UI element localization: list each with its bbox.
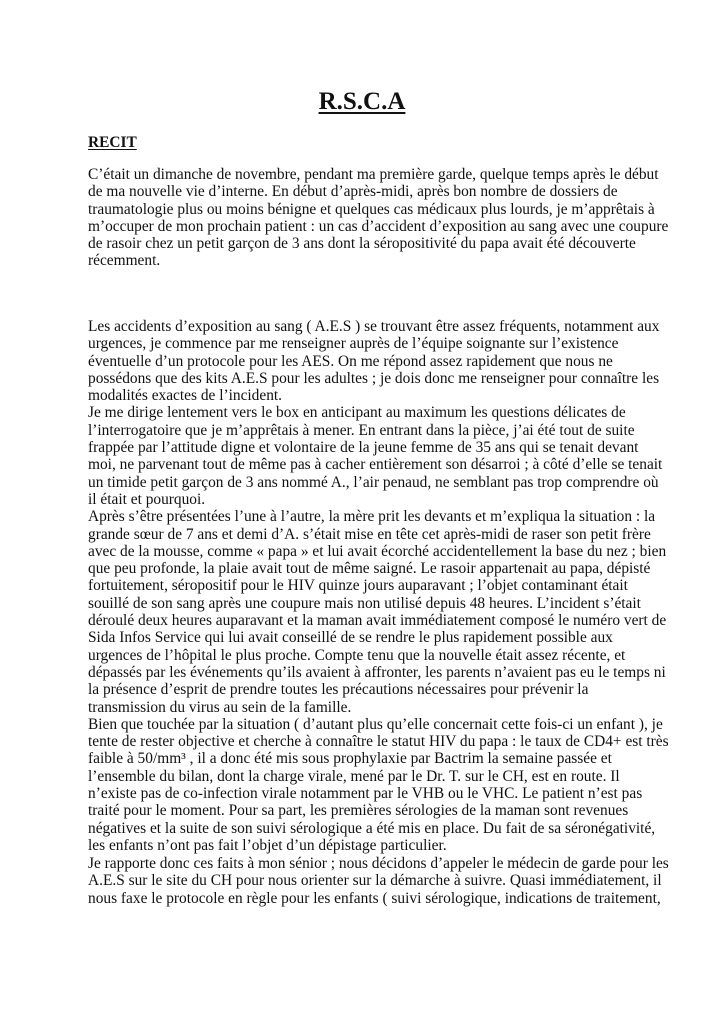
text-line: faible à 50/mm³ , il a donc été mis sous prophylaxie par Bactrim la semaine passée et <box>88 750 612 768</box>
document-title-text: R.S.C.A <box>318 88 406 115</box>
text-line: transmission du virus au sein de la famille. <box>88 698 352 716</box>
text-line: la présence d’esprit de prendre toutes les précautions nécessaires pour prévenir la <box>88 681 589 699</box>
text-line: que peu profonde, la plaie avait tout de même saigné. Le rasoir appartenait au papa, dépisté <box>88 560 651 578</box>
section-heading: RECIT <box>88 134 137 151</box>
text-line: déroulé deux heures auparavant et la maman avait immédiatement composé le numéro vert de <box>88 612 667 630</box>
text-line: Après s’être présentées l’une à l’autre, la mère prit les devants et m’expliqua la situation : la <box>88 508 656 526</box>
text-line: traité pour le moment. Pour sa part, les premières sérologies de la maman sont revenues <box>88 802 629 820</box>
text-line: souillé de son sang après une coupure mais non utilisé depuis 48 heures. L’incident s’était <box>88 594 641 612</box>
text-line: modalités exactes de l’incident. <box>88 387 283 405</box>
text-line: traumatologie plus ou moins bénigne et quelques cas médicaux plus lourds, je m’apprêtais à <box>88 200 655 218</box>
text-line: de rasoir chez un petit garçon de 3 ans dont la séropositivité du papa avait été découverte <box>88 235 636 253</box>
text-line: l’ensemble du bilan, dont la charge virale, mené par le Dr. T. sur le CH, est en route. Il <box>88 767 620 785</box>
text-line: nous faxe le protocole en règle pour les enfants ( suivi sérologique, indications de traitement, <box>88 889 661 907</box>
text-line: moi, ne parvenant tout de même pas à cacher entièrement son désarroi ; à côté d’elle se tenait <box>88 456 663 474</box>
text-line: n’existe pas de co-infection virale notamment par le VHB ou le VHC. Le patient n’est pas <box>88 785 643 803</box>
text-line: Je rapporte donc ces faits à mon sénior ; nous décidons d’appeler le médecin de garde pour les <box>88 855 669 872</box>
text-line: A.E.S sur le site du CH pour nous orienter sur la démarche à suivre. Quasi immédiatement, il <box>88 872 662 890</box>
text-line: urgences, je commence par me renseigner auprès de l’équipe soignante sur l’existence <box>88 335 619 353</box>
text-line: un timide petit garçon de 3 ans nommé A., l’air penaud, ne semblant pas trop comprendre où <box>88 473 659 491</box>
paragraph-main <box>88 318 669 854</box>
text-line: il était et pourquoi. <box>88 490 206 508</box>
text-line: urgences de l’hôpital le plus proche. Compte tenu que la nouvelle était assez récente, et <box>88 646 626 664</box>
paragraph-intro <box>88 166 669 270</box>
text-line: avec de la mousse, comme « papa » et lui avait écorché accidentellement la base du nez ; bien <box>88 542 667 560</box>
text-line: éventuelle d’un protocole pour les AES. On me répond assez rapidement que nous ne <box>88 352 613 370</box>
text-line: dépassés par les événements qu’ils avaient à affronter, les parents n’avaient pas eu le temps ni <box>88 663 666 681</box>
text-line: les enfants n’ont pas fait l’objet d’un dépistage particulier. <box>88 836 447 854</box>
text-line: l’interrogatoire que je m’apprêtais à mener. En entrant dans la pièce, j’ai été tout de suite <box>88 421 635 439</box>
paragraph-conclusion <box>88 855 669 907</box>
text-line: possédons que des kits A.E.S pour les adultes ; je dois donc me renseigner pour connaître les <box>88 369 660 387</box>
text-line: grande sœur de 7 ans et demi d’A. s’était mise en tête cet après-midi de raser son petit frère <box>88 525 651 543</box>
document-title <box>0 86 724 118</box>
text-line: Je me dirige lentement vers le box en anticipant au maximum les questions délicates de <box>88 404 626 422</box>
text-line: Sida Infos Service qui lui avait conseillé de se rendre le plus rapidement possible aux <box>88 629 613 647</box>
text-line: Les accidents d’exposition au sang ( A.E.S ) se trouvant être assez fréquents, notamment aux <box>88 318 660 335</box>
text-line: m’occuper de mon prochain patient : un cas d’accident d’exposition au sang avec une coupure <box>88 217 669 235</box>
text-line: C’était un dimanche de novembre, pendant ma première garde, quelque temps après le début <box>88 166 659 183</box>
text-line: Bien que touchée par la situation ( d’autant plus qu’elle concernait cette fois-ci un enfant ), je <box>88 715 663 733</box>
text-line: récemment. <box>88 252 161 270</box>
text-line: négatives et la suite de son suivi sérologique a été mis en place. Du fait de sa séronégativité, <box>88 819 656 837</box>
text-line: de ma nouvelle vie d’interne. En début d’après-midi, après bon nombre de dossiers de <box>88 183 618 201</box>
text-line: frappée par l’attitude digne et volontaire de la jeune femme de 35 ans qui se tenait devant <box>88 439 639 457</box>
text-line: fortuitement, séropositif pour le HIV quinze jours auparavant ; l’objet contaminant était <box>88 577 628 595</box>
text-line: tente de rester objective et cherche à connaître le statut HIV du papa : le taux de CD4+ est très <box>88 733 669 751</box>
